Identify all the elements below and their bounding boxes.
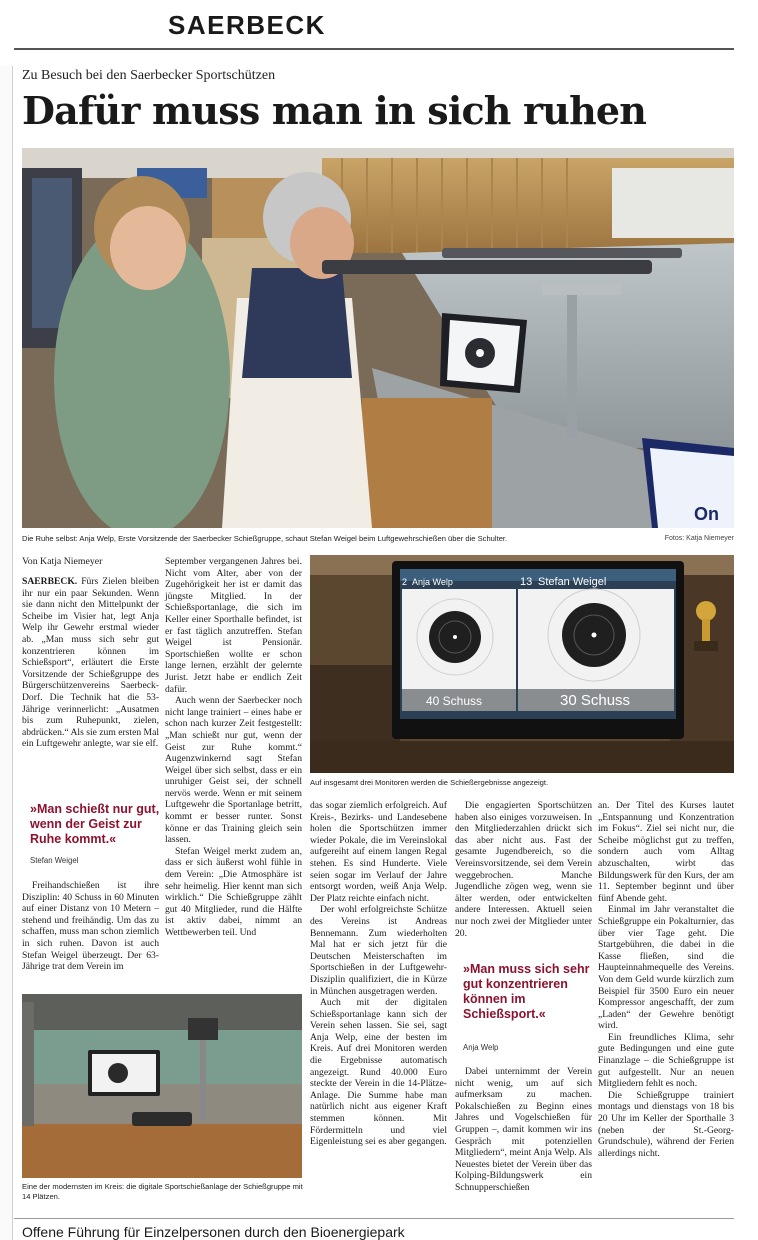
photo-credit: Fotos: Katja Niemeyer	[664, 535, 734, 542]
col3-paragraph-2: Der wohl erfolgreichste Schütze des Vereins ist Andreas Bennemann. Zum wiederholten Mal hat er sich jetzt für die Deutschen Meisterschaften im Sportschießen in der Luftgewehr-Disziplin qualifiziert, die in Kürze in München ausgetragen werden.	[310, 904, 447, 997]
range-photo	[22, 994, 302, 1178]
monitor-photo	[310, 555, 734, 773]
col1-paragraph-1: Fürs Zielen bleiben ihr nur ein paar Sekunden. Wenn sie dann nicht den Mittelpunkt der Scheibe im Visier hat, legt Anja Welp ihr Gewehr erstmal wieder ab. „Man muss sich sehr gut konzentrieren können im Schießsport“, erläutert die Erste Vorsitzende der Schießgruppe des Bürgerschützenvereins Saerbeck-Dorf. Die Technik hat die 53-Jährige verinnerlicht: „Ausatmen bis zum Ruhepunkt, zielen, abdrücken.“ Als sie zum ersten Mal ein Luftgewehr anlegte, war sie elf.	[22, 576, 159, 750]
kicker: Zu Besuch bei den Saerbecker Sportschützen	[22, 68, 276, 83]
left-page-edge	[0, 66, 13, 1240]
pull-quote-2-source: Anja Welp	[463, 1043, 499, 1052]
col2-paragraph-1: September vergangenen Jahres bei. Nicht vom Alter, aber von der Zugehörigkeit her ist er damit das jüngste Mitglied. In der Schießsportanlage, die sich im Keller einer Sporthalle befindet, ist er fast täglich anzutreffen. Stefan Weigel ist Pensionär. Sportschießen wollte er schon lange lernen, erzählt der gelernte Jurist. Jetzt habe er endlich Zeit dafür.	[165, 556, 302, 695]
shots-right: 30 Schuss	[560, 692, 631, 709]
section-title: SAERBECK	[168, 10, 326, 40]
col2-paragraph-3: Stefan Weigel merkt zudem an, dass er sich äußerst wohl fühle in dem Verein: „Die Atmosphäre ist sehr heimelig. Hier kennt man sich wirklich.“ Die Schießgruppe zählt gut 40 Mitglieder, rund die Hälfte ist aktiv dabei, nimmt an Wettbewerben teil. Und	[165, 845, 302, 938]
column-1-bottom	[22, 880, 159, 973]
name-right: Stefan Weigel	[538, 576, 607, 588]
dateline: SAERBECK.	[22, 576, 78, 587]
pull-quote-1-source: Stefan Weigel	[30, 856, 79, 865]
monitor-photo-caption: Auf insgesamt drei Monitoren werden die Schießergebnisse angezeigt.	[310, 778, 549, 787]
col5-paragraph-2: Einmal im Jahr veranstaltet die Schießgruppe ein Pokalturnier, das über vier Tage geht. Die Startgebühren, die dabei in die Kasse fließen, sind die Haupteinnahmequelle des Vereins. Von dem Geld wurde kürzlich zum Beispiel für 3500 Euro ein neuer Kompressor angeschafft, der zum „Laden“ der Gewehre benötigt wird.	[598, 904, 734, 1032]
col3-paragraph-1: das sogar ziemlich erfolgreich. Auf Kreis-, Bezirks- und Landesebene holen die Sportschützen immer wieder Pokale, die im Vereinslokal aufgereiht auf einem langen Regal stehen. Es sind Hunderte. Viele seien sogar im Verlauf der Jahre entsorgt worden, weiß Anja Welp. Der Platz reichte einfach nicht.	[310, 800, 447, 904]
main-photo-caption: Die Ruhe selbst: Anja Welp, Erste Vorsitzende der Saerbecker Schießgruppe, schaut Stefan Weigel beim Luftgewehrschießen über die Schulter.	[22, 534, 508, 543]
byline: Von Katja Niemeyer	[22, 556, 103, 567]
bottom-rule	[14, 1218, 734, 1219]
col5-paragraph-4: Die Schießgruppe trainiert montags und dienstags von 18 bis 20 Uhr im Keller der Sporthalle 3 (neben der St.-Georg-Grundschule), während der Ferien allerdings nicht.	[598, 1089, 734, 1159]
col3-paragraph-3: Auch mit der digitalen Schießsportanlage kann sich der Verein sehen lassen. Sie sei, sagt Anja Welp, eine der besten im Kreis. Auf drei Monitoren werden die Ergebnisse automatisch angezeigt. Rund 40.000 Euro steckte der Verein in die 14-Plätze-Anlage. Die Summe habe man natürlich nicht aus eigener Kraft stemmen können. Mit Fördermitteln und viel Eigenleistung sei es aber gegangen.	[310, 997, 447, 1148]
range-photo-caption: Eine der modernsten im Kreis: die digitale Sportschießanlage der Schießgruppe mit 14 Plätzen.	[22, 1182, 303, 1201]
range-photo-illustration	[22, 994, 302, 1178]
shots-left: 40 Schuss	[426, 694, 483, 708]
column-5	[598, 800, 734, 1159]
headline: Dafür muss man in sich ruhen	[22, 88, 647, 133]
main-photo-illustration	[22, 148, 734, 528]
pull-quote-1: »Man schießt nur gut, wenn der Geist zur Ruhe kommt.«	[30, 802, 160, 846]
section-rule	[14, 48, 734, 50]
column-2	[165, 556, 302, 939]
column-1-top	[22, 576, 159, 750]
col4-paragraph-1: Die engagierten Sportschützen haben also einiges vorzuweisen. In den Mitgliederzahlen drückt sich das aber nicht aus. Fast der gesamte Jugendbereich, so die Vereinsvorsitzende, sei dem Verein weggebrochen. Manche Jugendliche zögen weg, wenn sie älter werden, oder entwickelten andere Interessen. Aktuell seien nur noch zwei der Mitglieder unter 20.	[455, 800, 592, 939]
col5-paragraph-3: Ein freundliches Klima, sehr gute Bedingungen und eine gute Finanzlage – die Schießgruppe ist gut aufgestellt. Nur an neuen Mitgliedern fehlt es noch.	[598, 1031, 734, 1090]
col5-paragraph-1: an. Der Titel des Kurses lautet „Entspannung und Konzentration im Fokus“. Ziel sei nicht nur, die Scheibe möglichst gut zu treffen, sondern auch vom Alltag abzuschalten, wirbt das Bildungswerk für den Kurs, der am 11. September beginnt und über fünf Abende geht.	[598, 800, 734, 904]
lane-left: 2	[402, 577, 408, 587]
next-article-headline[interactable]: Offene Führung für Einzelpersonen durch den Bioenergiepark	[22, 1224, 405, 1240]
column-4-top	[455, 800, 592, 939]
column-4-bottom	[455, 1066, 592, 1194]
col2-paragraph-2: Auch wenn der Saerbecker noch nicht lange trainiert – eines habe er schon nach kurzer Zeit festgestellt: „Man schießt nur gut, wenn der Geist zur Ruhe kommt.“ Augenzwinkernd sagt Stefan Weigel über sich selbst, dass er ein unruhiger Geist sei, der schnell nervös werde. Wenn er mit seinem Luftgewehr die Sportanlage betritt, kommt er besser runter. Sonst könne er das Training gleich sein lassen.	[165, 695, 302, 846]
col1-paragraph-2: Freihandschießen ist ihre Disziplin: 40 Schuss in 60 Minuten auf einer Distanz von 10 Metern – stehend und freihändig. Um das zu schaffen, muss man schon ziemlich in sich ruhen. Davon ist auch Stefan Weigel überzeugt. Der 63-Jährige trat dem Verein im	[22, 880, 159, 973]
monitor-photo-illustration	[310, 555, 734, 773]
main-photo	[22, 148, 734, 528]
name-left: Anja Welp	[412, 577, 453, 587]
bg-corner-text: On	[694, 504, 719, 524]
pull-quote-2: »Man muss sich sehr gut konzentrieren können im Schießsport.«	[463, 962, 590, 1021]
column-3	[310, 800, 447, 1148]
col4-paragraph-2: Dabei unternimmt der Verein nicht wenig, um auf sich aufmerksam zu machen. Pokalschießen zu Beginn eines Jahres und Vogelschießen für Gruppen –, damit kommen wir ins Gespräch mit potenziellen Mitgliedern“, meint Anja Welp. Als Neuestes bietet der Verein über das Kolping-Bildungswerk ein Schnupperschießen	[455, 1066, 592, 1193]
lane-right: 13	[520, 576, 533, 588]
